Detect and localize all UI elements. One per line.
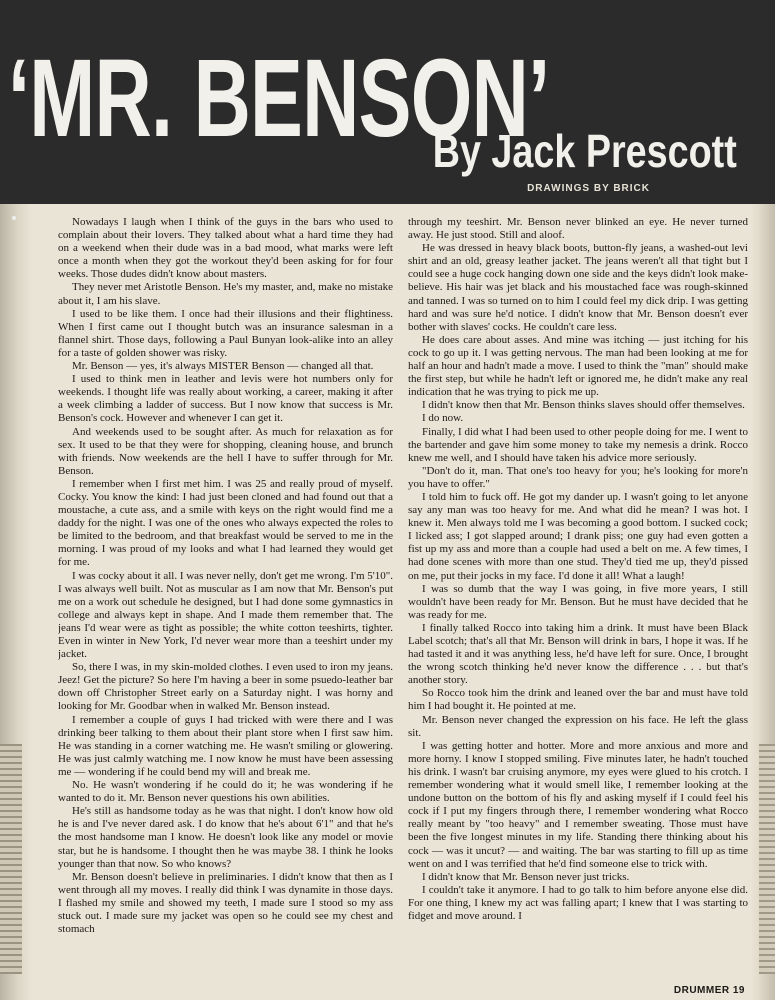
paragraph: No. He wasn't wondering if he could do it; he was wondering if he wanted to do it. Mr. Benson never questions his own abilities.	[58, 779, 393, 805]
paragraph: through my teeshirt. Mr. Benson never blinked an eye. He never turned away. He just stood. Still and aloof.	[408, 216, 748, 242]
right-edge-illustration	[759, 744, 775, 974]
page-mark	[12, 216, 16, 220]
paragraph: So Rocco took him the drink and leaned over the bar and must have told him I had bought it. He pointed at me.	[408, 687, 748, 713]
paragraph: I told him to fuck off. He got my dander up. I wasn't going to let anyone say any man was too heavy for me. And what did he mean? I was hot. I knew it. Men always told me I was becoming a good bottom. I sucked cock; I licked ass; I got slapped around; I drank piss; one guy had even gotten a fist up my ass and more than a couple had used a belt on me. A few times, I had done scenes with more than one stud. They'd tied me up, they'd pissed on me, put their jocks in my face. I'd done it all! What a laugh!	[408, 490, 748, 582]
paragraph: I used to think men in leather and levis were hot numbers only for weekends. I thought life was really about working, a career, making it after a week climbing a ladder of success. But I now know that success is Mr. Benson's cock. However and whenever I can get it.	[58, 373, 393, 425]
right-page-edge	[751, 204, 775, 1000]
paragraph: Nowadays I laugh when I think of the guys in the bars who used to complain about their lovers. They talked about what a hard time they had on a weekend when their dude was in a bad mood, what marks were left once a month when they got the workout they'd been asking for for four weeks. Those dudes didn't know about masters.	[58, 216, 393, 281]
paragraph: Finally, I did what I had been used to other people doing for me. I went to the bartender and gave him some money to take my nemesis a drink. Rocco knew me well, and I should have taken his advice more seriously.	[408, 425, 748, 464]
paragraph: I remember when I first met him. I was 25 and really proud of myself. Cocky. You know the kind: I had just been cloned and had found out that a moustache, a cute ass, and a smile with keys on the right would find me a daddy for the night. I was one of the ones who always expected the roles to be limited to the bedroom, and that breakfast would be served to me in the morning. I was proud of my looks and what I had learned they would get for me.	[58, 477, 393, 569]
left-edge-illustration	[0, 744, 22, 974]
paragraph: And weekends used to be sought after. As much for relaxation as for sex. It used to be that they were for shopping, cleaning house, and brunch with friends. Now weekends are the hell I have to suffer through for Mr. Benson.	[58, 425, 393, 477]
paragraph: He's still as handsome today as he was that night. I don't know how old he is and I've never dared ask. I do know that he's about 6'1" and that he's the most handsome man I know. He doesn't look like any model or movie star, but he is handsome. I thought then he was maybe 38. I think he looks younger than that now. So who knows?	[58, 805, 393, 870]
paragraph: Mr. Benson — yes, it's always MISTER Benson — changed all that.	[72, 360, 374, 373]
paragraph: He was dressed in heavy black boots, button-fly jeans, a washed-out levi shirt and an old, greasy leather jacket. The jeans weren't all that tight but I could see a huge cock hanging down one side and the keys didn't look make-believe. His hair was jet black and his moustached face was rough-skinned and tanned. I was so turned on to him I could feel my dick drip. I was getting hard and was sure he'd notice. I didn't know that Mr. Benson doesn't ever bother with slaves' cocks. He couldn't care less.	[408, 242, 748, 333]
paragraph: Mr. Benson doesn't believe in preliminaries. I didn't know that then as I went through all my moves. I really did think I was dynamite in those days. I flashed my smile and showed my teeth, I made sure I stood so my ass stuck out. I made sure my jacket was open so he could see my chest and stomach	[58, 870, 393, 936]
right-text-column	[408, 216, 748, 986]
article-title: ‘MR. BENSON’	[8, 37, 550, 160]
paragraph: I didn't know that Mr. Benson never just tricks.	[422, 870, 630, 883]
paragraph: I couldn't take it anymore. I had to go talk to him before anyone else did. For one thing, I knew my act was falling apart; I knew that I was starting to fidget and move around. I	[408, 883, 748, 922]
paragraph: Mr. Benson never changed the expression on his face. He left the glass sit.	[408, 713, 748, 739]
page-footer: DRUMMER 19	[673, 985, 745, 996]
paragraph: So, there I was, in my skin-molded clothes. I even used to iron my jeans. Jeez! Get the picture? So here I'm having a beer in some psuedo-leather bar down off Christopher Street early on a Saturday night. I was horny and looking for Mr. Goodbar when in walked Mr. Benson instead.	[58, 661, 393, 713]
left-text-column	[58, 216, 393, 986]
paragraph: He does care about asses. And mine was itching — just itching for his cock to go up it. I was getting nervous. The man had been looking at me for half an hour and hadn't made a move. I used to think the "man" should make the first step, but while he hadn't left or ignored me, he didn't make any real indication that he was trying to pick me up.	[408, 333, 748, 399]
paragraph: I didn't know then that Mr. Benson thinks slaves should offer themselves.	[422, 399, 745, 412]
paragraph: "Don't do it, man. That one's too heavy for you; he's looking for more'n you have to offer."	[408, 464, 748, 490]
paragraph: I used to be like them. I once had their illusions and their flightiness. When I first came out I thought butch was an insurance salesman in a flannel shirt. Those days, following a Paul Bunyan look-alike into an alley for a taste of golden shower was risky.	[58, 307, 393, 359]
author-byline: By Jack Prescott	[432, 125, 737, 177]
paragraph: I was so dumb that the way I was going, in five more years, I still wouldn't have been ready for Mr. Benson. But he must have decided that he was ready for me.	[408, 582, 748, 621]
paragraph: I do now.	[422, 412, 464, 425]
paragraph: I finally talked Rocco into taking him a drink. It must have been Black Label scotch; that's all that Mr. Benson will drink in bars, I hope it was. If he had tasted it and it was anything less, he'd have left for sure. Once, I brought the wrong scotch thinking he'd never know the difference . . . but that's another story.	[408, 621, 748, 687]
paragraph: I remember a couple of guys I had tricked with were there and I was drinking beer talking to them about their plant store when I first saw him. He was standing in a corner watching me. He wasn't smiling or glowering. He was just calmly watching me. I now know he must have been assessing me — wondering if he could bend my will and break me.	[58, 713, 393, 778]
paragraph: I was cocky about it all. I was never nelly, don't get me wrong. I'm 5'10". I was always well built. Not as muscular as I am now that Mr. Benson's put me on a work out schedule he designed, but I had done some gymnastics in college and always kept in shape. And I made them remember that. The jeans I'd wear were as tight as possible; the white cotton teeshirts, tighter. Even in winter in New York, I'd never wear more than a teeshirt under my jacket.	[58, 569, 393, 661]
title-banner	[0, 0, 775, 204]
left-page-edge	[0, 204, 30, 1000]
illustration-credit: DRAWINGS BY BRICK	[527, 183, 650, 194]
paragraph: They never met Aristotle Benson. He's my master, and, make no mistake about it, I am his slave.	[58, 281, 393, 307]
paragraph: I was getting hotter and hotter. More and more anxious and more and more horny. I know I stopped smiling. Five minutes later, he hadn't touched his drink. I wasn't bar cruising anymore, my eyes were glued to his crotch. I remember wondering what it would smell like, I remember looking at the undone button on the bottom of his fly and asking myself if I could feel his cock if I put my fingers through there, I remember wondering what Rocco really meant by "too heavy" and I remember sweating. Those must have been the five longest minutes in my life. Standing there thinking about his cock — was it uncut? — and waiting. The bar was starting to fill up as time went on and I was terrified that he'd find someone else to trick with.	[408, 739, 748, 870]
